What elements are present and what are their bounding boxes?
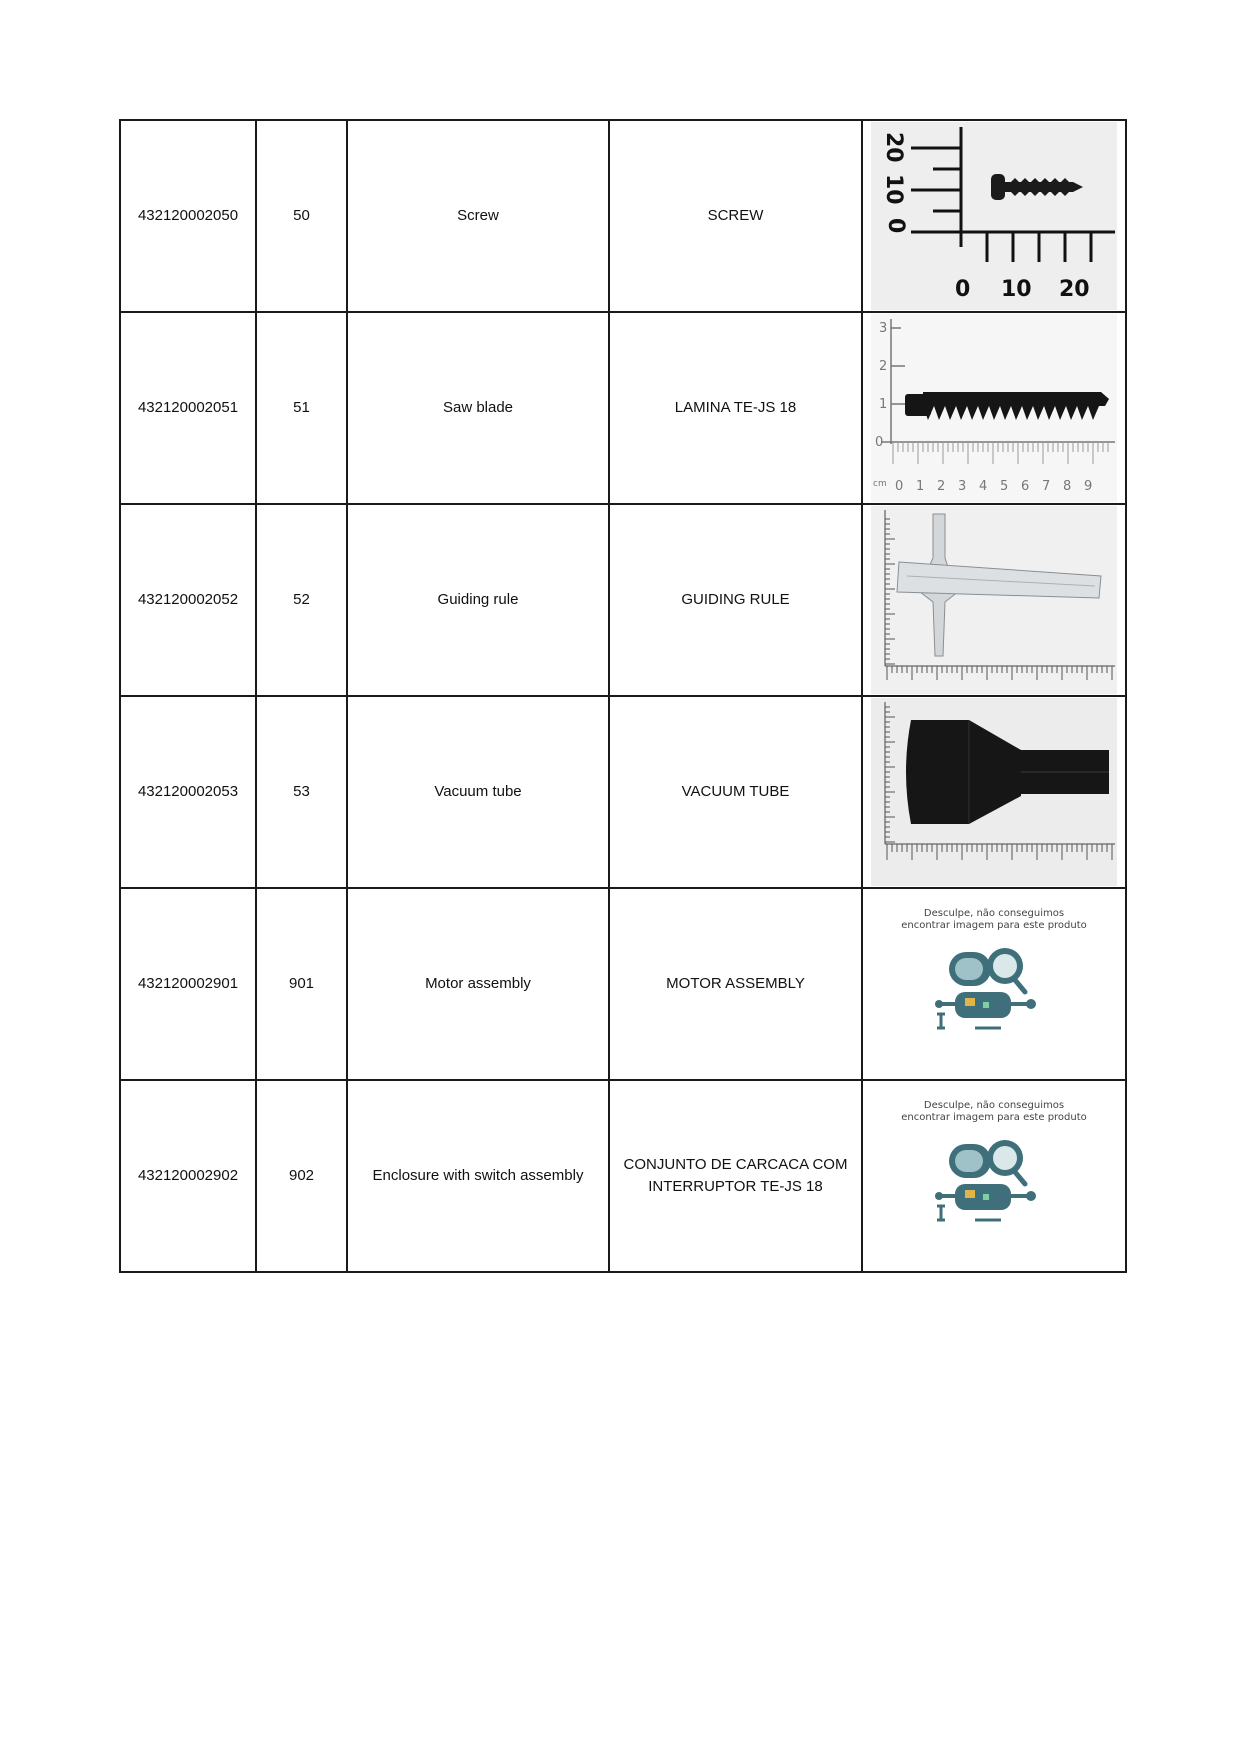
scale-label: 7: [1042, 479, 1051, 494]
robot-magnifier-icon: [931, 940, 1051, 1040]
scale-label: 20: [1059, 277, 1090, 302]
position-number: 53: [256, 696, 347, 888]
no-image-placeholder: [871, 890, 1117, 1078]
scale-label: 1: [916, 479, 925, 494]
parts-table: [119, 119, 1127, 1273]
table-row: [120, 888, 1126, 1080]
robot-magnifier-icon: [931, 1132, 1051, 1232]
scale-label: 5: [1000, 479, 1009, 494]
guiding-rule-photo: [871, 506, 1117, 694]
position-number: 52: [256, 504, 347, 696]
table-row: [120, 312, 1126, 504]
part-code: 432120002052: [120, 504, 256, 696]
scale-label: 4: [979, 479, 988, 494]
scale-label: 2: [937, 479, 946, 494]
part-photo-cell: [862, 888, 1126, 1080]
scale-label: 9: [1084, 479, 1093, 494]
part-photo-cell: [862, 504, 1126, 696]
part-code: 432120002053: [120, 696, 256, 888]
scale-label: 0: [883, 218, 908, 234]
position-number: 51: [256, 312, 347, 504]
screw-photo: [871, 122, 1117, 310]
scale-label: 2: [879, 359, 888, 374]
part-code: 432120002902: [120, 1080, 256, 1272]
table-row: [120, 120, 1126, 312]
placeholder-line: encontrar imagem para este produto: [901, 920, 1087, 931]
position-number: 901: [256, 888, 347, 1080]
part-description: MOTOR ASSEMBLY: [609, 888, 862, 1080]
scale-label: 3: [879, 321, 888, 336]
scale-label: 10: [1001, 277, 1032, 302]
part-description: VACUUM TUBE: [609, 696, 862, 888]
part-name: Guiding rule: [347, 504, 609, 696]
part-name: Motor assembly: [347, 888, 609, 1080]
table-row: [120, 504, 1126, 696]
placeholder-line: Desculpe, não conseguimos: [923, 908, 1065, 919]
scale-unit: cm: [873, 479, 887, 489]
part-description: LAMINA TE-JS 18: [609, 312, 862, 504]
scale-label: 0: [955, 277, 971, 302]
part-code: 432120002051: [120, 312, 256, 504]
placeholder-line: encontrar imagem para este produto: [901, 1112, 1087, 1123]
position-number: 902: [256, 1080, 347, 1272]
scale-label: 8: [1063, 479, 1072, 494]
scale-label: 1: [879, 397, 888, 412]
scale-label: 3: [958, 479, 967, 494]
part-description: CONJUNTO DE CARCACA COM INTERRUPTOR TE-JS 18: [609, 1080, 862, 1272]
vacuum-tube-photo: [871, 698, 1117, 886]
part-photo-cell: [862, 120, 1126, 312]
part-name: Vacuum tube: [347, 696, 609, 888]
scale-label: 10: [881, 174, 906, 205]
part-description: GUIDING RULE: [609, 504, 862, 696]
table-row: [120, 696, 1126, 888]
part-name: Screw: [347, 120, 609, 312]
scale-label: 6: [1021, 479, 1030, 494]
part-code: 432120002050: [120, 120, 256, 312]
scale-label: 0: [895, 479, 904, 494]
table-row: [120, 1080, 1126, 1272]
part-photo-cell: [862, 1080, 1126, 1272]
part-photo-cell: [862, 696, 1126, 888]
part-description: SCREW: [609, 120, 862, 312]
part-photo-cell: [862, 312, 1126, 504]
scale-label: 0: [875, 435, 884, 450]
saw-blade-photo: [871, 314, 1117, 502]
part-code: 432120002901: [120, 888, 256, 1080]
no-image-placeholder: [871, 1082, 1117, 1270]
placeholder-line: Desculpe, não conseguimos: [923, 1100, 1065, 1111]
position-number: 50: [256, 120, 347, 312]
part-name: Enclosure with switch assembly: [347, 1080, 609, 1272]
scale-label: 20: [881, 132, 906, 163]
part-name: Saw blade: [347, 312, 609, 504]
